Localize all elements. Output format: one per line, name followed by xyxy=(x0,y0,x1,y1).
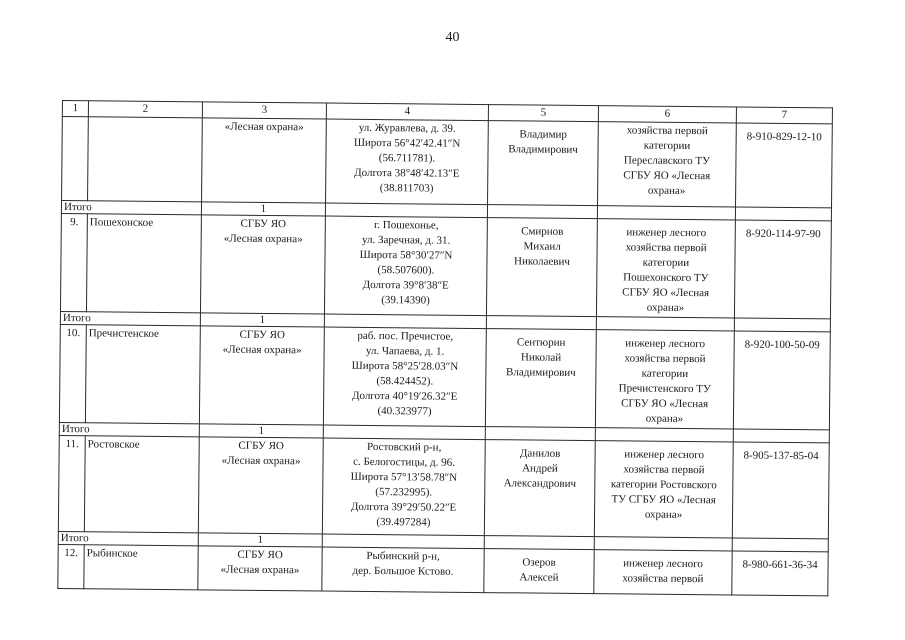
position-line: СГБУ ЯО «Лесная xyxy=(623,169,711,183)
position-line: хозяйства первой xyxy=(622,572,704,586)
total-label: Итого xyxy=(60,311,200,325)
empty-cell xyxy=(595,428,733,442)
person-line: Озеров xyxy=(522,556,556,569)
person-line: Сентюрин xyxy=(516,336,566,349)
organization-line: СГБУ ЯО xyxy=(238,439,284,453)
organization-cell xyxy=(198,546,322,591)
position-line: Пошехонского ТУ xyxy=(623,271,709,285)
organization-line: «Лесная охрана» xyxy=(224,120,304,134)
row-number-cell: 11. xyxy=(58,435,85,531)
phone-cell: 8-980-661-36-34 xyxy=(732,551,828,596)
organization-cell xyxy=(200,215,325,314)
position-line: охрана» xyxy=(647,184,686,197)
row-number-cell: 9. xyxy=(60,213,87,311)
address-line: Долгота 40°19′26.32″E xyxy=(351,389,458,403)
position-line: категории xyxy=(641,367,689,381)
total-label: Итого xyxy=(59,422,199,436)
person-line: Александрович xyxy=(503,477,577,490)
document-body xyxy=(57,100,832,596)
organization-cell xyxy=(202,118,327,203)
position-line: СГБУ ЯО «Лесная xyxy=(622,286,710,300)
table-row xyxy=(58,435,829,538)
empty-cell xyxy=(732,538,828,552)
address-line: (58.507600). xyxy=(377,264,435,277)
total-value: 1 xyxy=(200,313,324,327)
person-cell xyxy=(488,121,599,206)
address-line: (38.811703) xyxy=(379,182,434,195)
position-cell xyxy=(596,219,735,318)
empty-cell xyxy=(596,317,734,331)
address-line: Широта 58°30′27″N xyxy=(359,248,453,262)
position-line: категории xyxy=(642,256,690,270)
position-line: категории Ростовского xyxy=(610,478,717,492)
person-line: Андрей xyxy=(522,462,558,475)
phone-cell: 8-920-100-50-09 xyxy=(733,331,830,430)
person-line: Смирнов xyxy=(521,225,564,238)
address-cell xyxy=(322,438,485,536)
person-cell xyxy=(486,218,597,317)
total-value: 1 xyxy=(199,424,323,438)
address-line: (39.497284) xyxy=(376,516,431,529)
position-cell xyxy=(598,122,737,207)
position-cell xyxy=(594,550,732,595)
person-line: Владимирович xyxy=(506,366,576,379)
organization-line: СГБУ ЯО xyxy=(240,217,287,231)
position-line: охрана» xyxy=(646,301,685,314)
position-line: категории xyxy=(643,139,691,153)
address-line: (58.424452). xyxy=(376,375,434,388)
column-number: 6 xyxy=(598,106,736,123)
table-row xyxy=(60,213,831,318)
total-value: 1 xyxy=(201,202,325,216)
empty-cell xyxy=(487,205,597,219)
address-line: Широта 57°13′58.78″N xyxy=(350,470,458,484)
position-cell xyxy=(595,330,734,429)
address-line: Широта 58°25′28.03″N xyxy=(351,359,459,373)
address-line: Рыбинский р-н, xyxy=(366,549,440,563)
address-line: Долгота 38°48′42.13″E xyxy=(354,166,460,180)
row-number-cell xyxy=(62,117,89,201)
position-line: ТУ СГБУ ЯО «Лесная xyxy=(611,493,716,507)
organization-line: СГБУ ЯО xyxy=(237,548,283,562)
position-line: хозяйства первой xyxy=(623,463,705,477)
position-line: инженер лесного xyxy=(625,337,706,351)
empty-cell xyxy=(594,537,732,551)
column-number: 3 xyxy=(202,102,326,119)
position-line: охрана» xyxy=(644,508,683,521)
organization-line: «Лесная охрана» xyxy=(221,454,301,468)
address-line: (40.323977) xyxy=(377,405,432,418)
address-line: (39.14390) xyxy=(381,294,430,307)
district-cell: Ростовское xyxy=(84,436,199,533)
row-number-cell: 12. xyxy=(58,544,84,588)
address-line: Широта 56°42′42.41″N xyxy=(353,136,461,150)
address-line: ул. Журавлева, д. 39. xyxy=(358,121,456,135)
empty-cell xyxy=(485,427,595,441)
address-line: Ростовский р-н, xyxy=(366,440,442,454)
total-label: Итого xyxy=(58,531,198,545)
column-number: 1 xyxy=(62,101,88,117)
page-number: 40 xyxy=(445,30,460,45)
empty-cell xyxy=(735,207,831,221)
person-cell xyxy=(485,329,596,428)
address-cell xyxy=(324,216,487,316)
person-line: Данилов xyxy=(519,447,561,460)
empty-cell xyxy=(486,316,596,330)
person-line: Николай xyxy=(520,351,562,364)
address-line: г. Пошехонье, xyxy=(373,219,439,232)
continuation-row xyxy=(62,117,833,208)
address-line: Долгота 39°29′50.22″E xyxy=(350,500,457,514)
address-line: (56.711781). xyxy=(378,152,436,165)
organization-cell xyxy=(198,437,323,534)
position-line: хозяйства первой xyxy=(626,124,708,138)
district-cell xyxy=(88,117,203,202)
column-number: 2 xyxy=(88,101,202,118)
district-cell: Пречистенское xyxy=(85,325,200,424)
organization-line: «Лесная охрана» xyxy=(222,343,302,357)
organization-line: СГБУ ЯО xyxy=(239,328,286,342)
total-value: 1 xyxy=(198,533,322,547)
organization-line: «Лесная охрана» xyxy=(223,232,303,246)
person-line: Владимир xyxy=(519,128,568,141)
phone-cell: 8-920-114-97-90 xyxy=(734,220,831,319)
position-line: Переславского ТУ xyxy=(623,154,711,168)
address-line: дер. Большое Кстово. xyxy=(352,564,454,578)
address-line: с. Белогостицы, д. 96. xyxy=(353,455,455,469)
address-cell xyxy=(322,547,484,593)
position-line: Пречистенского ТУ xyxy=(618,382,711,396)
phone-cell: 8-910-829-12-10 xyxy=(736,123,833,208)
address-line: ул. Заречная, д. 31. xyxy=(362,233,451,247)
empty-cell xyxy=(733,429,829,443)
person-cell xyxy=(484,549,594,594)
empty-cell xyxy=(734,318,830,332)
person-line: Владимирович xyxy=(508,143,578,156)
position-line: инженер лесного xyxy=(624,448,705,462)
phone-cell: 8-905-137-85-04 xyxy=(732,442,829,539)
address-line: (57.232995). xyxy=(375,486,433,499)
row-number-cell: 10. xyxy=(59,324,86,422)
position-line: инженер лесного xyxy=(626,226,707,240)
person-cell xyxy=(484,440,595,537)
column-number: 7 xyxy=(736,107,832,124)
column-number: 4 xyxy=(326,103,488,121)
table-row xyxy=(59,324,830,429)
position-line: хозяйства первой xyxy=(625,241,707,255)
organization-line: «Лесная охрана» xyxy=(220,563,300,577)
position-cell xyxy=(594,441,733,538)
total-label: Итого xyxy=(61,201,201,215)
empty-cell xyxy=(597,206,735,220)
person-line: Николаевич xyxy=(513,255,570,268)
district-cell: Пошехонское xyxy=(86,214,201,313)
address-line: Долгота 39°8′38″E xyxy=(362,278,449,292)
table-row xyxy=(58,544,828,595)
district-cell: Рыбинское xyxy=(84,545,198,590)
empty-cell xyxy=(484,536,594,550)
column-number: 5 xyxy=(488,105,598,122)
person-line: Михаил xyxy=(523,240,561,253)
person-line: Алексей xyxy=(519,571,559,584)
position-line: СГБУ ЯО «Лесная xyxy=(621,397,709,411)
forestry-contacts-table xyxy=(57,100,833,596)
position-line: охрана» xyxy=(645,412,684,425)
position-line: инженер лесного xyxy=(623,557,704,571)
address-line: ул. Чапаева, д. 1. xyxy=(365,344,445,358)
address-line: раб. пос. Пречистое, xyxy=(357,329,454,343)
organization-cell xyxy=(199,326,324,425)
address-cell xyxy=(323,327,486,427)
address-cell xyxy=(326,119,489,205)
position-line: хозяйства первой xyxy=(624,352,706,366)
